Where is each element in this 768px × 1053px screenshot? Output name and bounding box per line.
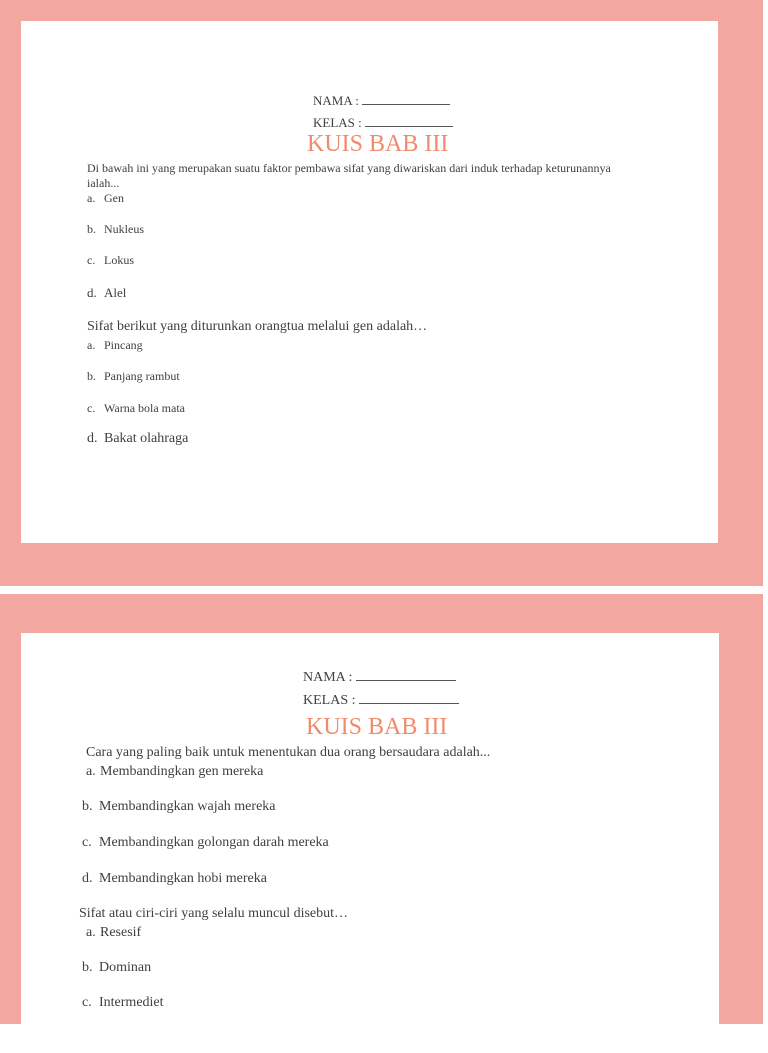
question-2-option-b (82, 960, 151, 976)
question-1-text-line-1: Di bawah ini yang merupakan suatu faktor pembawa sifat yang diwariskan dari induk terhadap keturunannya (87, 161, 611, 175)
option-letter: a. (87, 191, 96, 205)
kelas-label: KELAS : (313, 115, 362, 130)
kelas-blank-line (365, 126, 453, 127)
option-text: Membandingkan wajah mereka (99, 799, 276, 814)
nama-label: NAMA : (313, 93, 359, 108)
option-text: Lokus (104, 253, 134, 267)
option-text: Membandingkan gen mereka (100, 764, 264, 779)
option-text: Pincang (104, 338, 143, 352)
question-2-option-b (87, 369, 180, 384)
option-text: Alel (104, 285, 127, 300)
question-1-option-c (87, 253, 134, 268)
question-1-option-a (87, 191, 124, 206)
nama-field (313, 93, 450, 109)
kelas-field (303, 693, 459, 709)
question-1-option-a (86, 764, 263, 780)
option-letter: b. (82, 960, 93, 975)
option-text: Panjang rambut (104, 369, 180, 383)
question-2-option-c (87, 401, 185, 416)
question-2-text: Sifat atau ciri-ciri yang selalu muncul disebut… (79, 906, 349, 921)
option-text: Warna bola mata (104, 401, 185, 415)
option-text: Resesif (100, 925, 142, 940)
option-letter: b. (87, 222, 96, 236)
kelas-blank-line (359, 703, 459, 704)
question-1-option-d (87, 285, 126, 301)
question-1-option-b (82, 799, 276, 815)
option-letter: b. (82, 799, 93, 814)
option-letter: b. (87, 369, 96, 383)
question-1-option-c (82, 835, 329, 851)
worksheet-page-1 (21, 21, 718, 543)
slide-2 (0, 594, 763, 1024)
nama-label: NAMA : (303, 670, 353, 685)
option-text: Bakat olahraga (104, 431, 189, 446)
question-1-text: Cara yang paling baik untuk menentukan dua orang bersaudara adalah... (86, 745, 491, 760)
question-2-text: Sifat berikut yang diturunkan orangtua melalui gen adalah… (87, 319, 428, 334)
nama-field (303, 670, 456, 686)
question-1-option-d (82, 871, 267, 887)
option-letter: a. (87, 338, 96, 352)
option-text: Nukleus (104, 222, 144, 236)
option-letter: c. (87, 401, 96, 415)
option-text: Dominan (99, 960, 152, 975)
question-1-option-b (87, 222, 144, 237)
option-text: Gen (104, 191, 124, 205)
question-2-option-a (87, 338, 143, 353)
option-letter: a. (86, 764, 96, 779)
option-letter: c. (87, 253, 96, 267)
quiz-title: KUIS BAB III (306, 714, 448, 740)
quiz-title: KUIS BAB III (307, 131, 449, 157)
nama-blank-line (362, 104, 450, 105)
question-1-text-line-2: ialah... (87, 176, 120, 190)
question-2-option-d (87, 431, 188, 447)
worksheet-page-2 (21, 633, 719, 1053)
option-letter: d. (87, 431, 98, 446)
kelas-field (313, 115, 453, 131)
option-letter: d. (82, 871, 93, 886)
option-letter: d. (87, 285, 97, 300)
nama-blank-line (356, 680, 456, 681)
question-2-option-c (82, 995, 164, 1011)
option-letter: a. (86, 925, 96, 940)
option-letter: c. (82, 995, 92, 1010)
option-text: Membandingkan golongan darah mereka (99, 835, 329, 850)
kelas-label: KELAS : (303, 693, 356, 708)
option-text: Intermediet (99, 995, 164, 1010)
question-2-option-a (86, 925, 141, 941)
option-letter: c. (82, 835, 92, 850)
option-text: Membandingkan hobi mereka (99, 871, 267, 886)
